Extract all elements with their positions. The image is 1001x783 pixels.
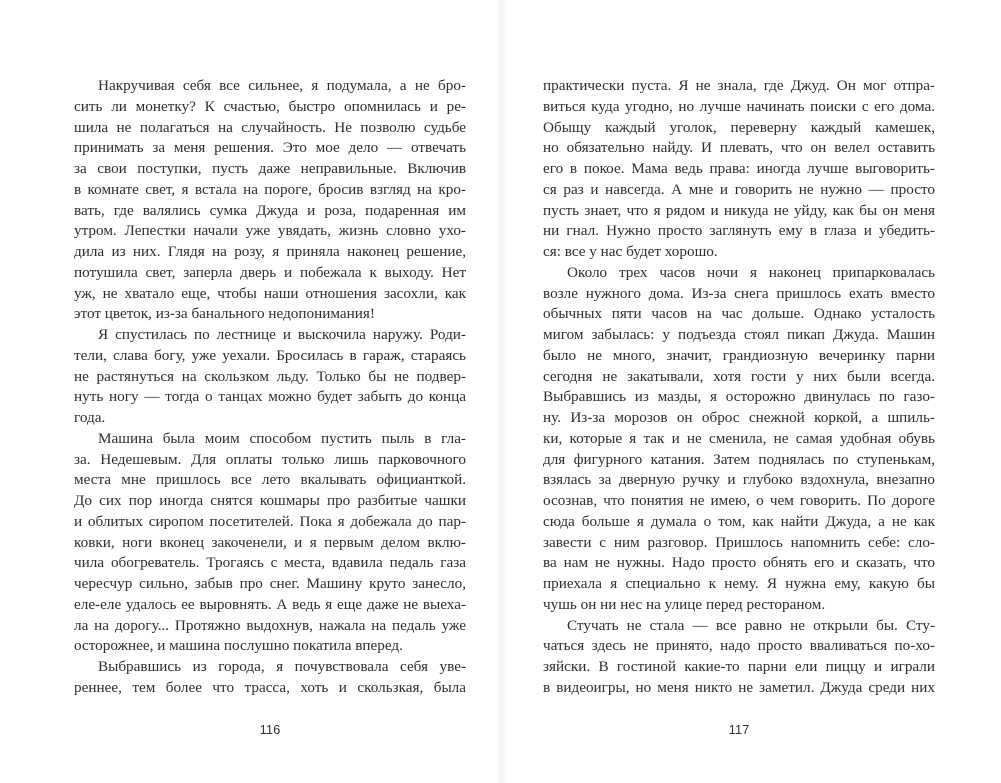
text-line: взялась за дверную ручку и глубоко вздохнула, внезапно [543, 471, 935, 489]
text-line: практически пуста. Я не знала, где Джуд. Он мог отпра- [543, 77, 935, 94]
page-number-right: 117 [728, 722, 750, 737]
book-gutter [496, 0, 506, 783]
text-line: Выбравшись из города, я почувствовала себя уве- [98, 658, 466, 675]
text-line: для фигурного катания. Затем поднялась по ступенькам, [543, 450, 935, 468]
text-line: ся раз и навсегда. А мне и говорить не нужно — просто [543, 180, 935, 198]
text-line: Накручивая себя все сильнее, я подумала, а не бро- [98, 77, 466, 94]
text-line: ковки, ноги вконец закоченели, и я первым делом вклю- [74, 533, 466, 551]
text-line: нуть ногу — тогда о танцах можно будет забыть до конца [74, 388, 466, 406]
text-line: за свои поступки, пусть даже неправильные. Включив [74, 160, 466, 177]
paragraph [543, 263, 935, 616]
text-line: потушила свет, заперла дверь и побежала к выходу. Нет [74, 263, 466, 281]
text-line: виться куда угодно, но лучше начинать поиски с его дома. [543, 97, 935, 115]
text-line: за. Недешевым. Для оплаты только лишь парковочного [74, 450, 466, 468]
text-line: этот цветок, из-за банального недопонимания! [74, 305, 375, 323]
text-line: обычных пяти часов на час дольше. Однако усталость [543, 305, 935, 323]
text-line: осторожнее, и машина послушно покатила вперед. [74, 637, 403, 655]
text-line: чаться здесь не принято, надо просто вваливаться по-хо- [543, 637, 935, 655]
text-line: ла на дорогу... Протяжно выдохнув, нажала на педаль уже [74, 616, 466, 634]
text-line: еле-еле удалось ее выровнять. А ведь я еще даже не выеха- [74, 595, 466, 613]
text-line: и облитых сиропом посетителей. Пока я добежала до пар- [74, 512, 466, 530]
text-line: утром. Лепестки начали уже увядать, жизнь словно ухо- [74, 222, 466, 240]
text-line: Около трех часов ночи я наконец припарковалась [567, 263, 935, 281]
text-line: реннее, тем более что трасса, хоть и скользкая, была [74, 678, 466, 696]
text-line: чересчур сильно, забыв про снег. Машину круто занесло, [74, 575, 466, 592]
text-line: места мне пришлось все лето вкалывать официанткой. [74, 471, 466, 489]
text-line: его в покое. Мама ведь права: иногда лучше выговорить- [543, 160, 935, 177]
text-line: пусть знает, что я рядом и никуда не уйду, как бы он меня [543, 201, 935, 219]
right-page-text [543, 76, 935, 699]
text-line: сить ли монетку? К счастью, быстро опомнилась и ре- [74, 97, 466, 115]
text-line: сегодня не закатывали, хотя гости у них были всегда. [543, 367, 935, 385]
text-line: осознав, что понятия не имею, о чем говорить. По дороге [543, 492, 935, 509]
text-line: ни гнал. Нужно просто заглянуть ему в глаза и убедить- [543, 222, 935, 240]
text-line: чила обогреватель. Трогаясь с места, вдавила педаль газа [74, 554, 466, 572]
text-line: приехала я специально к нему. Я нужна ему, какую бы [543, 575, 935, 592]
page-number-left: 116 [259, 722, 281, 737]
text-line: ва нам не нужны. Надо просто обнять его и сказать, что [543, 554, 935, 572]
text-line: ки, которые я так и не сменила, не самая удобная обувь [543, 429, 935, 447]
text-line: ся: все у нас будет хорошо. [543, 243, 718, 260]
text-line: в комнате свет, я встала на пороге, бросив взгляд на кро- [74, 180, 466, 198]
text-line: ну. Из-за морозов он оброс снежной коркой, а шпиль- [543, 409, 935, 426]
text-line: сюда больше я думала о том, как найти Джуда, а не как [543, 512, 935, 530]
paragraph [74, 657, 466, 699]
text-line: шила не полагаться на случайность. Не позволю судьбе [74, 118, 466, 136]
text-line: было не много, значит, грандиозную вечеринку парни [543, 346, 935, 364]
text-line: зяйски. В гостиной какие-то парни ели пиццу и играли [543, 658, 935, 675]
text-line: завести с ним разговор. Пришлось напомнить себе: сло- [543, 533, 935, 551]
text-line: тели, слава богу, уже уехали. Бросилась в гараж, стараясь [74, 346, 466, 364]
text-line: чушь он ни нес на улице перед рестораном. [543, 595, 826, 613]
text-line: но обязательно найду. И плевать, что он велел оставить [543, 139, 935, 157]
text-line: принимать за меня решения. Это мое дело — отвечать [74, 139, 466, 157]
text-line: Я спустилась по лестнице и выскочила наружу. Роди- [98, 326, 466, 343]
paragraph [543, 616, 935, 699]
paragraph [74, 429, 466, 657]
text-line: Стучать не стала — все равно не открыли бы. Сту- [567, 616, 935, 634]
text-line: года. [74, 409, 106, 426]
left-page-text [74, 76, 466, 699]
text-line: вать, где валялись сумка Джуда и роза, подаренная им [74, 201, 466, 219]
paragraph [74, 325, 466, 429]
text-line: возле нужного дома. Из-за снега пришлось ехать вместо [543, 284, 935, 302]
text-line: До сих пор иногда снятся кошмары про разбитые чашки [74, 492, 466, 509]
text-line: дила из них. Глядя на розу, я приняла наконец решение, [74, 243, 466, 260]
text-line: не растянуться на скользком льду. Только бы не подвер- [74, 367, 466, 385]
text-line: в видеоигры, но меня никто не заметил. Джуда среди них [543, 678, 935, 696]
paragraph [543, 76, 935, 263]
text-line: Машина была моим способом пустить пыль в гла- [98, 429, 466, 447]
text-line: мигом забылась: у подъезда стоял пикап Джуда. Машин [543, 326, 935, 343]
paragraph [74, 76, 466, 325]
text-line: Выбравшись из мазды, я осторожно двинулась по газо- [543, 388, 935, 406]
text-line: Обыщу каждый уголок, переверну каждый камешек, [543, 118, 935, 136]
text-line: уж, не хватало еще, чтобы наши отношения засохли, как [74, 284, 466, 302]
